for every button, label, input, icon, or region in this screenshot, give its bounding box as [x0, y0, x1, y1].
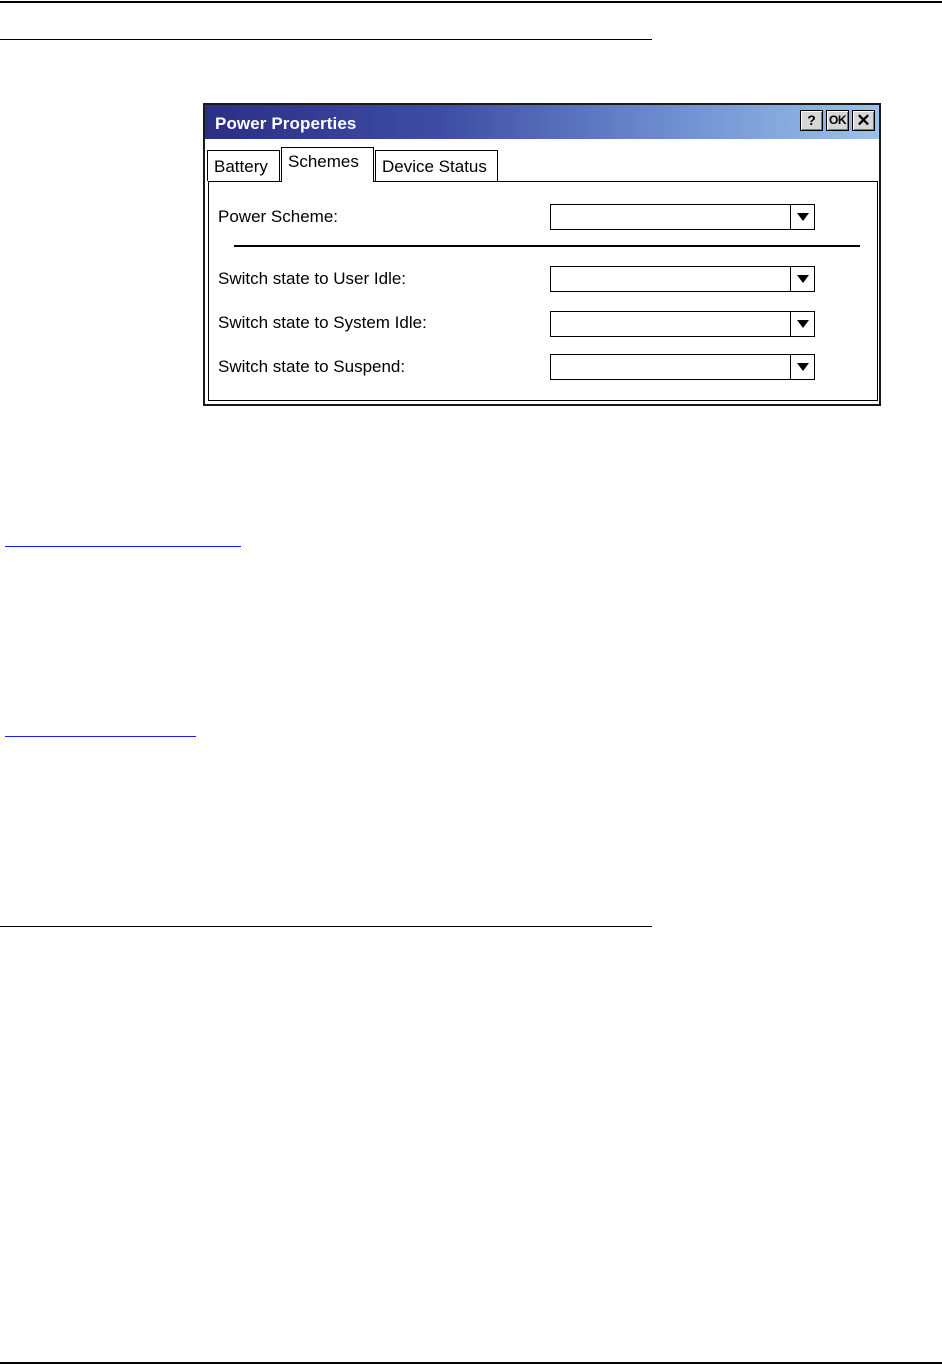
suspend-select[interactable] — [550, 354, 815, 380]
page-bottom-rule — [0, 1362, 942, 1364]
link-underline[interactable] — [5, 546, 241, 547]
user-idle-dropdown-button[interactable] — [790, 267, 814, 291]
section-rule — [0, 926, 652, 927]
help-button[interactable]: ? — [800, 110, 823, 131]
dialog-title: Power Properties — [215, 114, 357, 133]
tab-battery[interactable]: Battery — [207, 150, 280, 181]
page-top-rule — [0, 1, 942, 3]
user-idle-select[interactable] — [550, 266, 815, 292]
power-properties-dialog — [203, 103, 881, 406]
suspend-label: Switch state to Suspend: — [218, 357, 406, 376]
ok-button[interactable]: OK — [826, 110, 849, 131]
link-underline[interactable] — [5, 736, 196, 737]
tab-schemes[interactable]: Schemes — [281, 147, 374, 182]
schemes-panel — [208, 181, 878, 401]
chevron-down-icon — [797, 213, 809, 221]
system-idle-label: Switch state to System Idle: — [218, 313, 427, 332]
suspend-dropdown-button[interactable] — [790, 355, 814, 379]
system-idle-select[interactable] — [550, 311, 815, 337]
system-idle-dropdown-button[interactable] — [790, 312, 814, 336]
chevron-down-icon — [797, 363, 809, 371]
user-idle-label: Switch state to User Idle: — [218, 269, 407, 288]
power-scheme-dropdown-button[interactable] — [790, 205, 814, 229]
chevron-down-icon — [797, 320, 809, 328]
header-rule — [0, 39, 652, 40]
power-scheme-select[interactable] — [550, 204, 815, 230]
power-scheme-label: Power Scheme: — [218, 207, 338, 226]
section-separator — [234, 245, 860, 247]
dialog-titlebar — [205, 105, 879, 139]
close-button[interactable]: ✕ — [852, 110, 875, 131]
chevron-down-icon — [797, 275, 809, 283]
tab-device-status[interactable]: Device Status — [375, 150, 498, 181]
